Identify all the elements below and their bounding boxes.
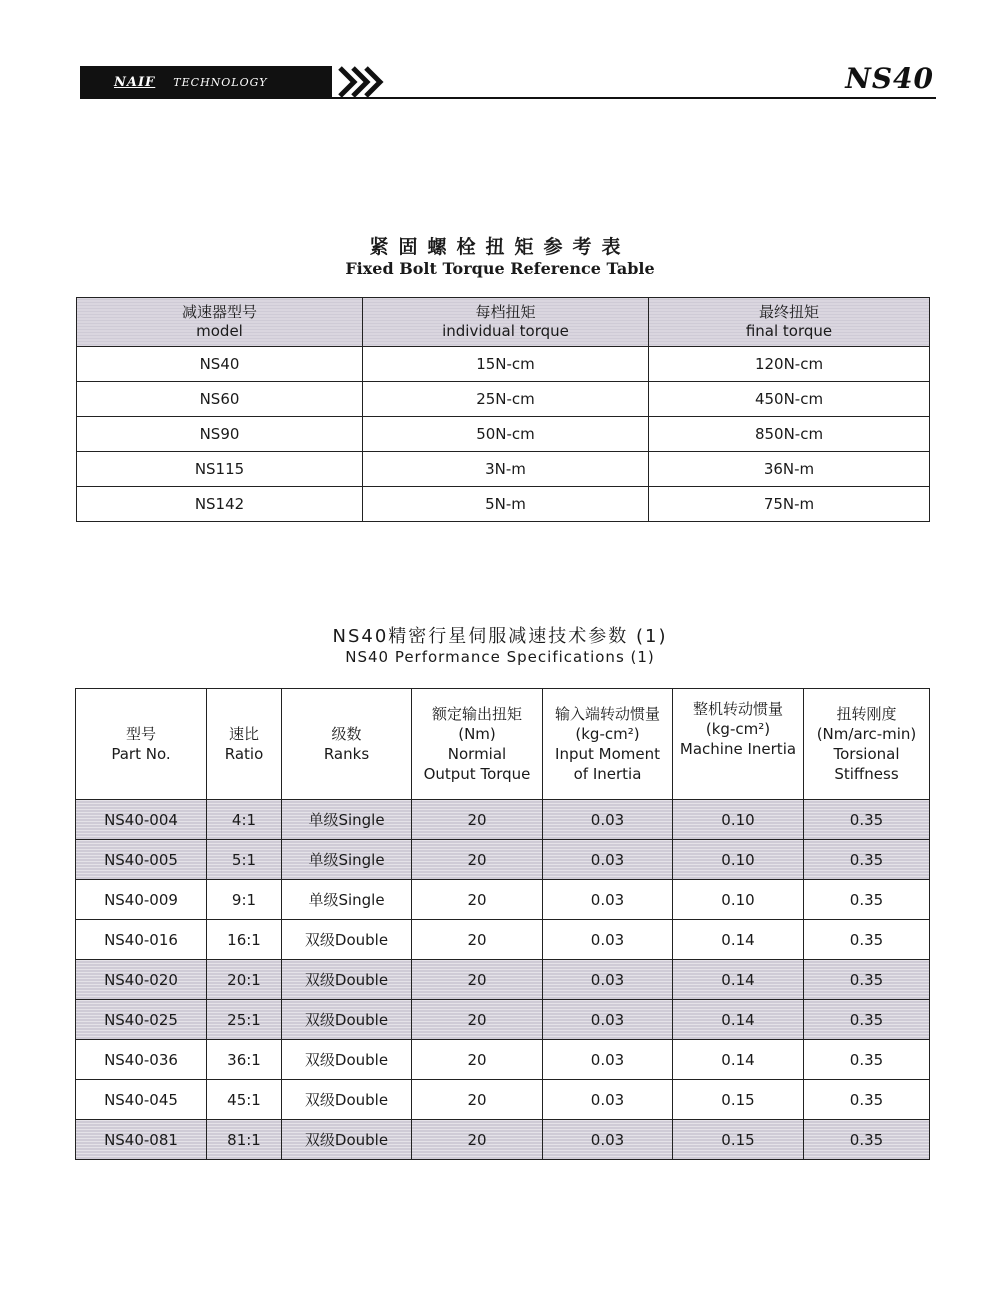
table-cell: 双级Double: [282, 1080, 412, 1120]
table-cell: 0.35: [804, 1080, 930, 1120]
table-cell: 0.15: [673, 1120, 804, 1160]
brand-name: NAIF: [114, 74, 156, 90]
column-header-en: model: [196, 322, 243, 340]
column-header-line: Stiffness: [834, 765, 899, 783]
spec-table-title-cn: NS40精密行星伺服减速技术参数 (1): [332, 626, 668, 647]
table-cell: 0.03: [543, 1040, 673, 1080]
table-cell: 450N-cm: [649, 382, 930, 417]
column-header-cn: 减速器型号: [181, 303, 257, 321]
torque-table-title-en: Fixed Bolt Torque Reference Table: [345, 259, 655, 278]
header-model-title: NS40: [845, 62, 934, 95]
column-header-line: Part No.: [111, 745, 171, 763]
table-cell: 36N-m: [649, 452, 930, 487]
table-row: [77, 347, 930, 382]
table-cell: 3N-m: [363, 452, 649, 487]
table-cell: 0.35: [804, 920, 930, 960]
table-cell: 双级Double: [282, 1000, 412, 1040]
column-header-line: 整机转动惯量: [692, 700, 783, 718]
table-row: [77, 417, 930, 452]
table-cell: 0.03: [543, 1080, 673, 1120]
table-cell: 50N-cm: [363, 417, 649, 452]
table-cell: 0.10: [673, 880, 804, 920]
table-cell: 0.35: [804, 960, 930, 1000]
table-cell: 0.03: [543, 800, 673, 840]
column-header-ranks: [282, 689, 412, 800]
column-header-final-torque: [649, 298, 930, 347]
torque-table-title-cn: 紧固螺栓扭矩参考表: [369, 236, 631, 258]
table-cell: 0.03: [543, 840, 673, 880]
column-header-machine-inertia: [673, 689, 804, 800]
table-cell: 0.15: [673, 1080, 804, 1120]
table-cell: 9:1: [207, 880, 282, 920]
column-header-line: of Inertia: [573, 765, 642, 783]
table-cell: 15N-cm: [363, 347, 649, 382]
column-header-en: final torque: [745, 322, 833, 340]
table-cell: 单级Single: [282, 840, 412, 880]
table-header-row: [76, 689, 930, 800]
column-header-ratio: [207, 689, 282, 800]
table-cell: 0.14: [673, 960, 804, 1000]
table-cell: NS40-045: [76, 1080, 207, 1120]
table-cell: 20:1: [207, 960, 282, 1000]
table-cell: 20: [412, 1040, 543, 1080]
table-cell: 0.35: [804, 840, 930, 880]
column-header-line: 型号: [125, 725, 156, 743]
table-cell: 5N-m: [363, 487, 649, 522]
column-header-line: 速比: [228, 725, 259, 743]
table-cell: 0.10: [673, 800, 804, 840]
table-cell: 36:1: [207, 1040, 282, 1080]
spec-table-title-en: NS40 Performance Specifications (1): [345, 648, 655, 666]
table-cell: 20: [412, 920, 543, 960]
table-cell: 双级Double: [282, 1120, 412, 1160]
table-cell: 20: [412, 1000, 543, 1040]
table-cell: 0.14: [673, 1040, 804, 1080]
table-row: [77, 487, 930, 522]
table-cell: NS40-025: [76, 1000, 207, 1040]
table-cell: 75N-m: [649, 487, 930, 522]
table-cell: 0.03: [543, 920, 673, 960]
table-cell: 0.35: [804, 1000, 930, 1040]
table-cell: 0.03: [543, 1120, 673, 1160]
table-row: [77, 452, 930, 487]
table-row: [76, 1000, 930, 1040]
table-cell: 4:1: [207, 800, 282, 840]
table-row: [77, 382, 930, 417]
column-header-output-torque: [412, 689, 543, 800]
table-cell: 0.10: [673, 840, 804, 880]
table-cell: 25N-cm: [363, 382, 649, 417]
header-brand-bar: [80, 66, 332, 98]
table-cell: NS115: [77, 452, 363, 487]
column-header-line: 扭转刚度: [836, 705, 897, 723]
table-cell: 单级Single: [282, 880, 412, 920]
table-cell: NS142: [77, 487, 363, 522]
table-cell: 16:1: [207, 920, 282, 960]
column-header-line: (kg-cm²): [705, 720, 771, 738]
table-cell: NS40-004: [76, 800, 207, 840]
column-header-line: Normial: [447, 745, 507, 763]
table-row: [76, 840, 930, 880]
column-header-line: Ranks: [323, 745, 370, 763]
table-cell: 850N-cm: [649, 417, 930, 452]
column-header-cn: 每档扭矩: [475, 303, 536, 321]
table-cell: 20: [412, 1080, 543, 1120]
table-cell: 0.14: [673, 920, 804, 960]
brand-suffix: TECHNOLOGY: [173, 75, 268, 89]
column-header-line: (Nm/arc-min): [816, 725, 917, 743]
column-header-line: Input Moment: [555, 745, 660, 763]
table-cell: NS40-081: [76, 1120, 207, 1160]
torque-reference-table: [76, 297, 930, 522]
table-cell: 0.35: [804, 800, 930, 840]
table-cell: 81:1: [207, 1120, 282, 1160]
table-cell: NS40-005: [76, 840, 207, 880]
column-header-line: Torsional: [833, 745, 900, 763]
column-header-line: (Nm): [458, 725, 496, 743]
table-cell: 20: [412, 1120, 543, 1160]
table-cell: 20: [412, 840, 543, 880]
column-header-individual-torque: [363, 298, 649, 347]
table-cell: 0.35: [804, 1040, 930, 1080]
column-header-part-no: [76, 689, 207, 800]
table-cell: NS40-016: [76, 920, 207, 960]
table-cell: 120N-cm: [649, 347, 930, 382]
table-cell: 20: [412, 960, 543, 1000]
header-rule: [80, 97, 936, 99]
table-header-row: [77, 298, 930, 347]
table-row: [76, 920, 930, 960]
table-cell: 45:1: [207, 1080, 282, 1120]
table-cell: NS90: [77, 417, 363, 452]
table-row: [76, 880, 930, 920]
table-row: [76, 1120, 930, 1160]
column-header-en: individual torque: [442, 322, 569, 340]
column-header-cn: 最终扭矩: [758, 303, 819, 321]
column-header-torsional-stiffness: [804, 689, 930, 800]
table-row: [76, 800, 930, 840]
column-header-line: Ratio: [224, 745, 264, 763]
table-cell: 5:1: [207, 840, 282, 880]
table-cell: 20: [412, 800, 543, 840]
table-cell: 0.03: [543, 1000, 673, 1040]
table-cell: 0.35: [804, 880, 930, 920]
table-cell: 0.14: [673, 1000, 804, 1040]
table-cell: NS40-009: [76, 880, 207, 920]
table-row: [76, 1040, 930, 1080]
column-header-line: Machine Inertia: [679, 740, 797, 758]
column-header-line: 级数: [331, 725, 362, 743]
table-cell: 20: [412, 880, 543, 920]
table-row: [76, 960, 930, 1000]
column-header-line: 额定输出扭矩: [431, 705, 522, 723]
table-cell: 双级Double: [282, 960, 412, 1000]
column-header-input-inertia: [543, 689, 673, 800]
table-cell: 0.03: [543, 880, 673, 920]
table-cell: NS40-020: [76, 960, 207, 1000]
table-cell: 25:1: [207, 1000, 282, 1040]
table-cell: NS40-036: [76, 1040, 207, 1080]
table-cell: NS60: [77, 382, 363, 417]
table-cell: 0.35: [804, 1120, 930, 1160]
column-header-line: 输入端转动惯量: [554, 705, 660, 723]
column-header-line: Output Torque: [423, 765, 531, 783]
column-header-model: [77, 298, 363, 347]
column-header-line: (kg-cm²): [575, 725, 640, 743]
chevron-right-icon: [336, 64, 388, 100]
performance-spec-table: [75, 688, 930, 1160]
table-cell: 双级Double: [282, 920, 412, 960]
table-row: [76, 1080, 930, 1120]
table-cell: 单级Single: [282, 800, 412, 840]
table-cell: 0.03: [543, 960, 673, 1000]
table-cell: 双级Double: [282, 1040, 412, 1080]
table-cell: NS40: [77, 347, 363, 382]
